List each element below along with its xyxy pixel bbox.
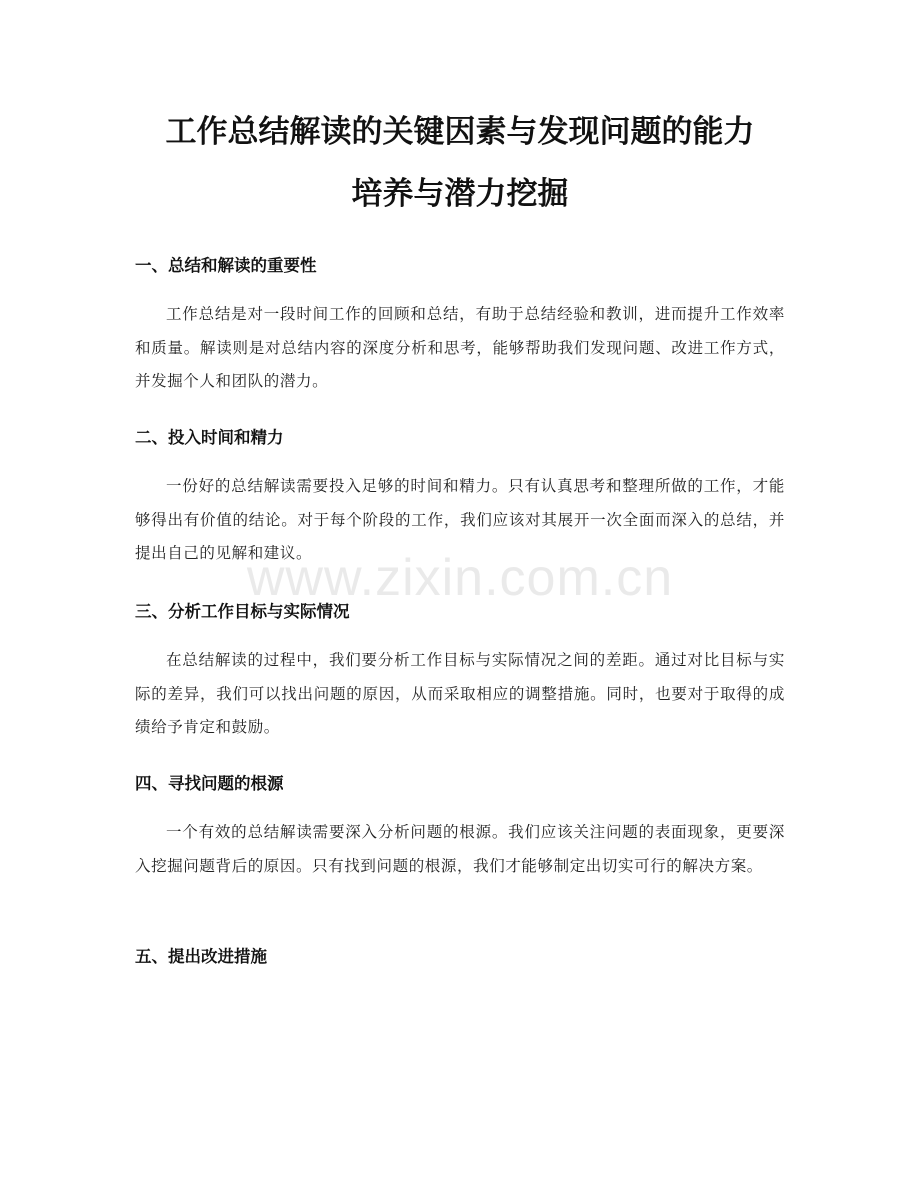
section-heading: 三、分析工作目标与实际情况 xyxy=(135,602,350,621)
document-title-line-1: 工作总结解读的关键因素与发现问题的能力 xyxy=(165,114,755,150)
section-heading: 二、投入时间和精力 xyxy=(135,428,284,447)
watermark: www.zixin.com.cn xyxy=(246,549,674,607)
section-heading: 五、提出改进措施 xyxy=(135,947,267,966)
section-3 xyxy=(135,600,785,745)
document-title-line-2: 培养与潜力挖掘 xyxy=(351,176,569,212)
section-paragraph: 一份好的总结解读需要投入足够的时间和精力。只有认真思考和整理所做的工作，才能够得出有价值的结论。对于每个阶段的工作，我们应该对其展开一次全面而深入的总结，并提出自己的见解和建议。 xyxy=(135,477,785,562)
section-paragraph: 一个有效的总结解读需要深入分析问题的根源。我们应该关注问题的表面现象，更要深入挖掘问题背后的原因。只有找到问题的根源，我们才能够制定出切实可行的解决方案。 xyxy=(135,823,785,875)
section-2 xyxy=(135,426,785,571)
section-heading: 四、寻找问题的根源 xyxy=(135,774,284,793)
section-5 xyxy=(135,945,785,969)
section-paragraph: 在总结解读的过程中，我们要分析工作目标与实际情况之间的差距。通过对比目标与实际的差异，我们可以找出问题的原因，从而采取相应的调整措施。同时，也要对于取得的成绩给予肯定和鼓励。 xyxy=(135,651,785,736)
section-4 xyxy=(135,772,785,883)
section-heading: 一、总结和解读的重要性 xyxy=(135,256,317,275)
section-paragraph: 工作总结是对一段时间工作的回顾和总结，有助于总结经验和教训，进而提升工作效率和质量。解读则是对总结内容的深度分析和思考，能够帮助我们发现问题、改进工作方式，并发掘个人和团队的潜力。 xyxy=(135,305,785,390)
section-1 xyxy=(135,254,785,399)
